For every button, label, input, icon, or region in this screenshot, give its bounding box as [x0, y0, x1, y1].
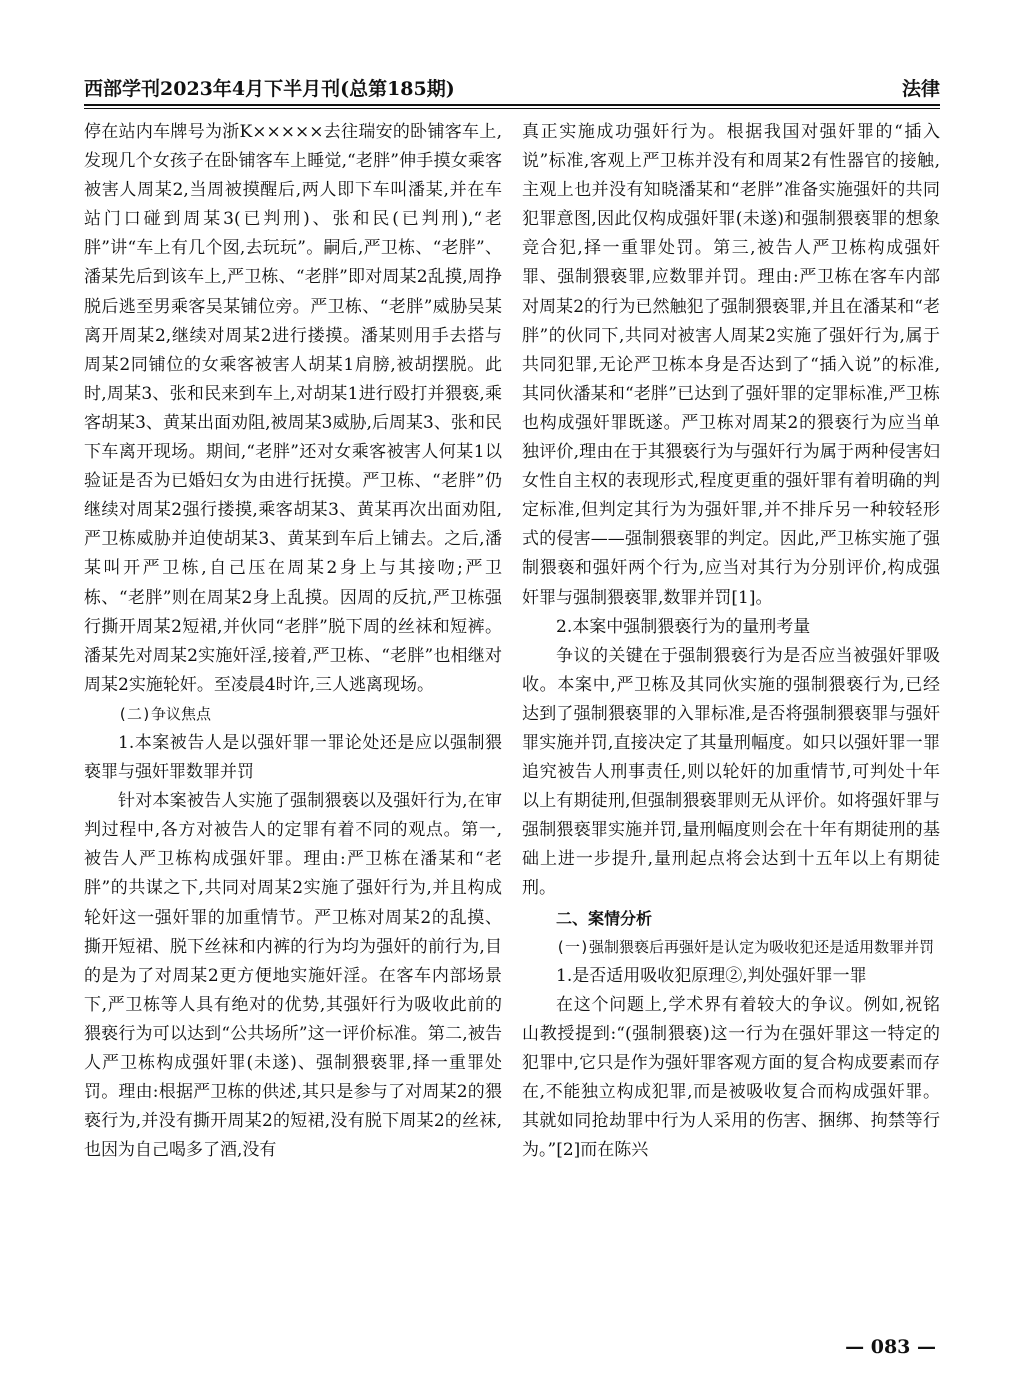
section-heading: 二、案情分析: [556, 908, 653, 928]
page-number: — 083 —: [845, 1336, 936, 1358]
paragraph: 争议的关键在于强制猥亵行为是否应当被强奸罪吸收。本案中,严卫栋及其同伙实施的强制猥亵行为,已经达到了强制猥亵罪的入罪标准,是否将强制猥亵罪与强奸罪实施并罚,直接决定了其量刑幅度。如只以强奸罪一罪追究被告人刑事责任,则以轮奸的加重情节,可判处十年以上有期徒刑,但强制猥亵罪则无从评价。如将强奸罪与强制猥亵罪实施并罚,量刑幅度则会在十年有期徒刑的基础上进一步提升,量刑起点将会达到十五年以上有期徒刑。: [522, 645, 940, 899]
paragraph: 在这个问题上,学术界有着较大的争议。例如,祝铭山教授提到:“(强制猥亵)这一行为在强奸罪这一特定的犯罪中,它只是作为强奸罪客观方面的复合构成要素而存在,不能独立构成犯罪,而是被吸收复合而构成强奸罪。其就如同抢劫罪中行为人采用的伤害、捆绑、拘禁等行为。”[2]而在陈兴: [522, 994, 940, 1161]
header-rule: [84, 104, 940, 106]
journal-title: 西部学刊2023年4月下半月刊(总第185期): [84, 78, 455, 100]
subsection-heading: (一)强制猥亵后再强奸是认定为吸收犯还是适用数罪并罚: [556, 937, 935, 956]
numbered-heading: 2.本案中强制猥亵行为的量刑考量: [556, 616, 811, 637]
subsection-heading: (二)争议焦点: [118, 704, 212, 723]
numbered-heading: 1.是否适用吸收犯原理②,判处强奸罪一罪: [556, 965, 867, 986]
paragraph: 停在站内车牌号为浙K×××××去往瑞安的卧铺客车上,发现几个女孩子在卧铺客车上睡觉,“老胖”伸手摸女乘客被害人周某2,当周被摸醒后,两人即下车叫潘某,并在车站门口碰到周某3(已判刑)、张和民(已判刑),“老胖”讲“车上有几个囡,去玩玩”。嗣后,严卫栋、“老胖”、潘某先后到该车上,严卫栋、“老胖”即对周某2乱摸,周挣脱后逃至男乘客吴某铺位旁。严卫栋、“老胖”威胁吴某离开周某2,继续对周某2进行搂摸。潘某则用手去搭与周某2同铺位的女乘客被害人胡某1肩膀,被胡摆脱。此时,周某3、张和民来到车上,对胡某1进行殴打并猥亵,乘客胡某3、黄某出面劝阻,被周某3威胁,后周某3、张和民下车离开现场。期间,“老胖”还对女乘客被害人何某1以验证是否为已婚妇女为由进行抚摸。严卫栋、“老胖”仍继续对周某2强行搂摸,乘客胡某3、黄某再次出面劝阻,严卫栋威胁并迫使胡某3、黄某到车后上铺去。之后,潘某叫开严卫栋,自己压在周某2身上与其接吻;严卫栋、“老胖”则在周某2身上乱摸。因周的反抗,严卫栋强行撕开周某2短裙,并伙同“老胖”脱下周的丝袜和短裤。潘某先对周某2实施奸淫,接着,严卫栋、“老胖”也相继对周某2实施轮奸。至凌晨4时许,三人逃离现场。: [84, 122, 502, 695]
paragraph: 针对本案被告人实施了强制猥亵以及强奸行为,在审判过程中,各方对被告人的定罪有着不同的观点。第一,被告人严卫栋构成强奸罪。理由:严卫栋在潘某和“老胖”的共谋之下,共同对周某2实施了强奸行为,并且构成轮奸这一强奸罪的加重情节。严卫栋对周某2的乱摸、撕开短裙、脱下丝袜和内裤的行为均为强奸的前行为,目的是为了对周某2更方便地实施奸淫。在客车内部场景下,严卫栋等人具有绝对的优势,其强奸行为吸收此前的猥亵行为可以达到“公共场所”这一评价标准。第二,被告人严卫栋构成强奸罪(未遂)、强制猥亵罪,择一重罪处罚。理由:根据严卫栋的供述,其只是参与了对周某2的猥亵行为,并没有撕开周某2的短裙,没有脱下周某2的丝袜,也因为自己喝多了酒,没有: [84, 791, 502, 1161]
running-header: [84, 70, 940, 104]
header-rule-thin: [84, 108, 940, 109]
right-column: [522, 118, 940, 1165]
paragraph: 真正实施成功强奸行为。根据我国对强奸罪的“插入说”标准,客观上严卫栋并没有和周某2有性器官的接触,主观上也并没有知晓潘某和“老胖”准备实施强奸的共同犯罪意图,因此仅构成强奸罪(未遂)和强制猥亵罪的想象竞合犯,择一重罪处罚。第三,被告人严卫栋构成强奸罪、强制猥亵罪,应数罪并罚。理由:严卫栋在客车内部对周某2的行为已然触犯了强制猥亵罪,并且在潘某和“老胖”的伙同下,共同对被害人周某2实施了强奸行为,属于共同犯罪,无论严卫栋本身是否达到了“插入说”的标准,其同伙潘某和“老胖”已达到了强奸罪的定罪标准,严卫栋也构成强奸罪既遂。严卫栋对周某2的猥亵行为应当单独评价,理由在于其猥亵行为与强奸行为属于两种侵害妇女性自主权的表现形式,程度更重的强奸罪有着明确的判定标准,但判定其行为为强奸罪,并不排斥另一种较轻形式的侵害——强制猥亵罪的判定。因此,严卫栋实施了强制猥亵和强奸两个行为,应当对其行为分别评价,构成强奸罪与强制猥亵罪,数罪并罚[1]。: [522, 122, 940, 608]
left-column: [84, 118, 502, 1165]
section-label: 法律: [901, 78, 940, 100]
numbered-heading: 1.本案被告人是以强奸罪一罪论处还是应以强制猥亵罪与强奸罪数罪并罚: [84, 732, 502, 783]
